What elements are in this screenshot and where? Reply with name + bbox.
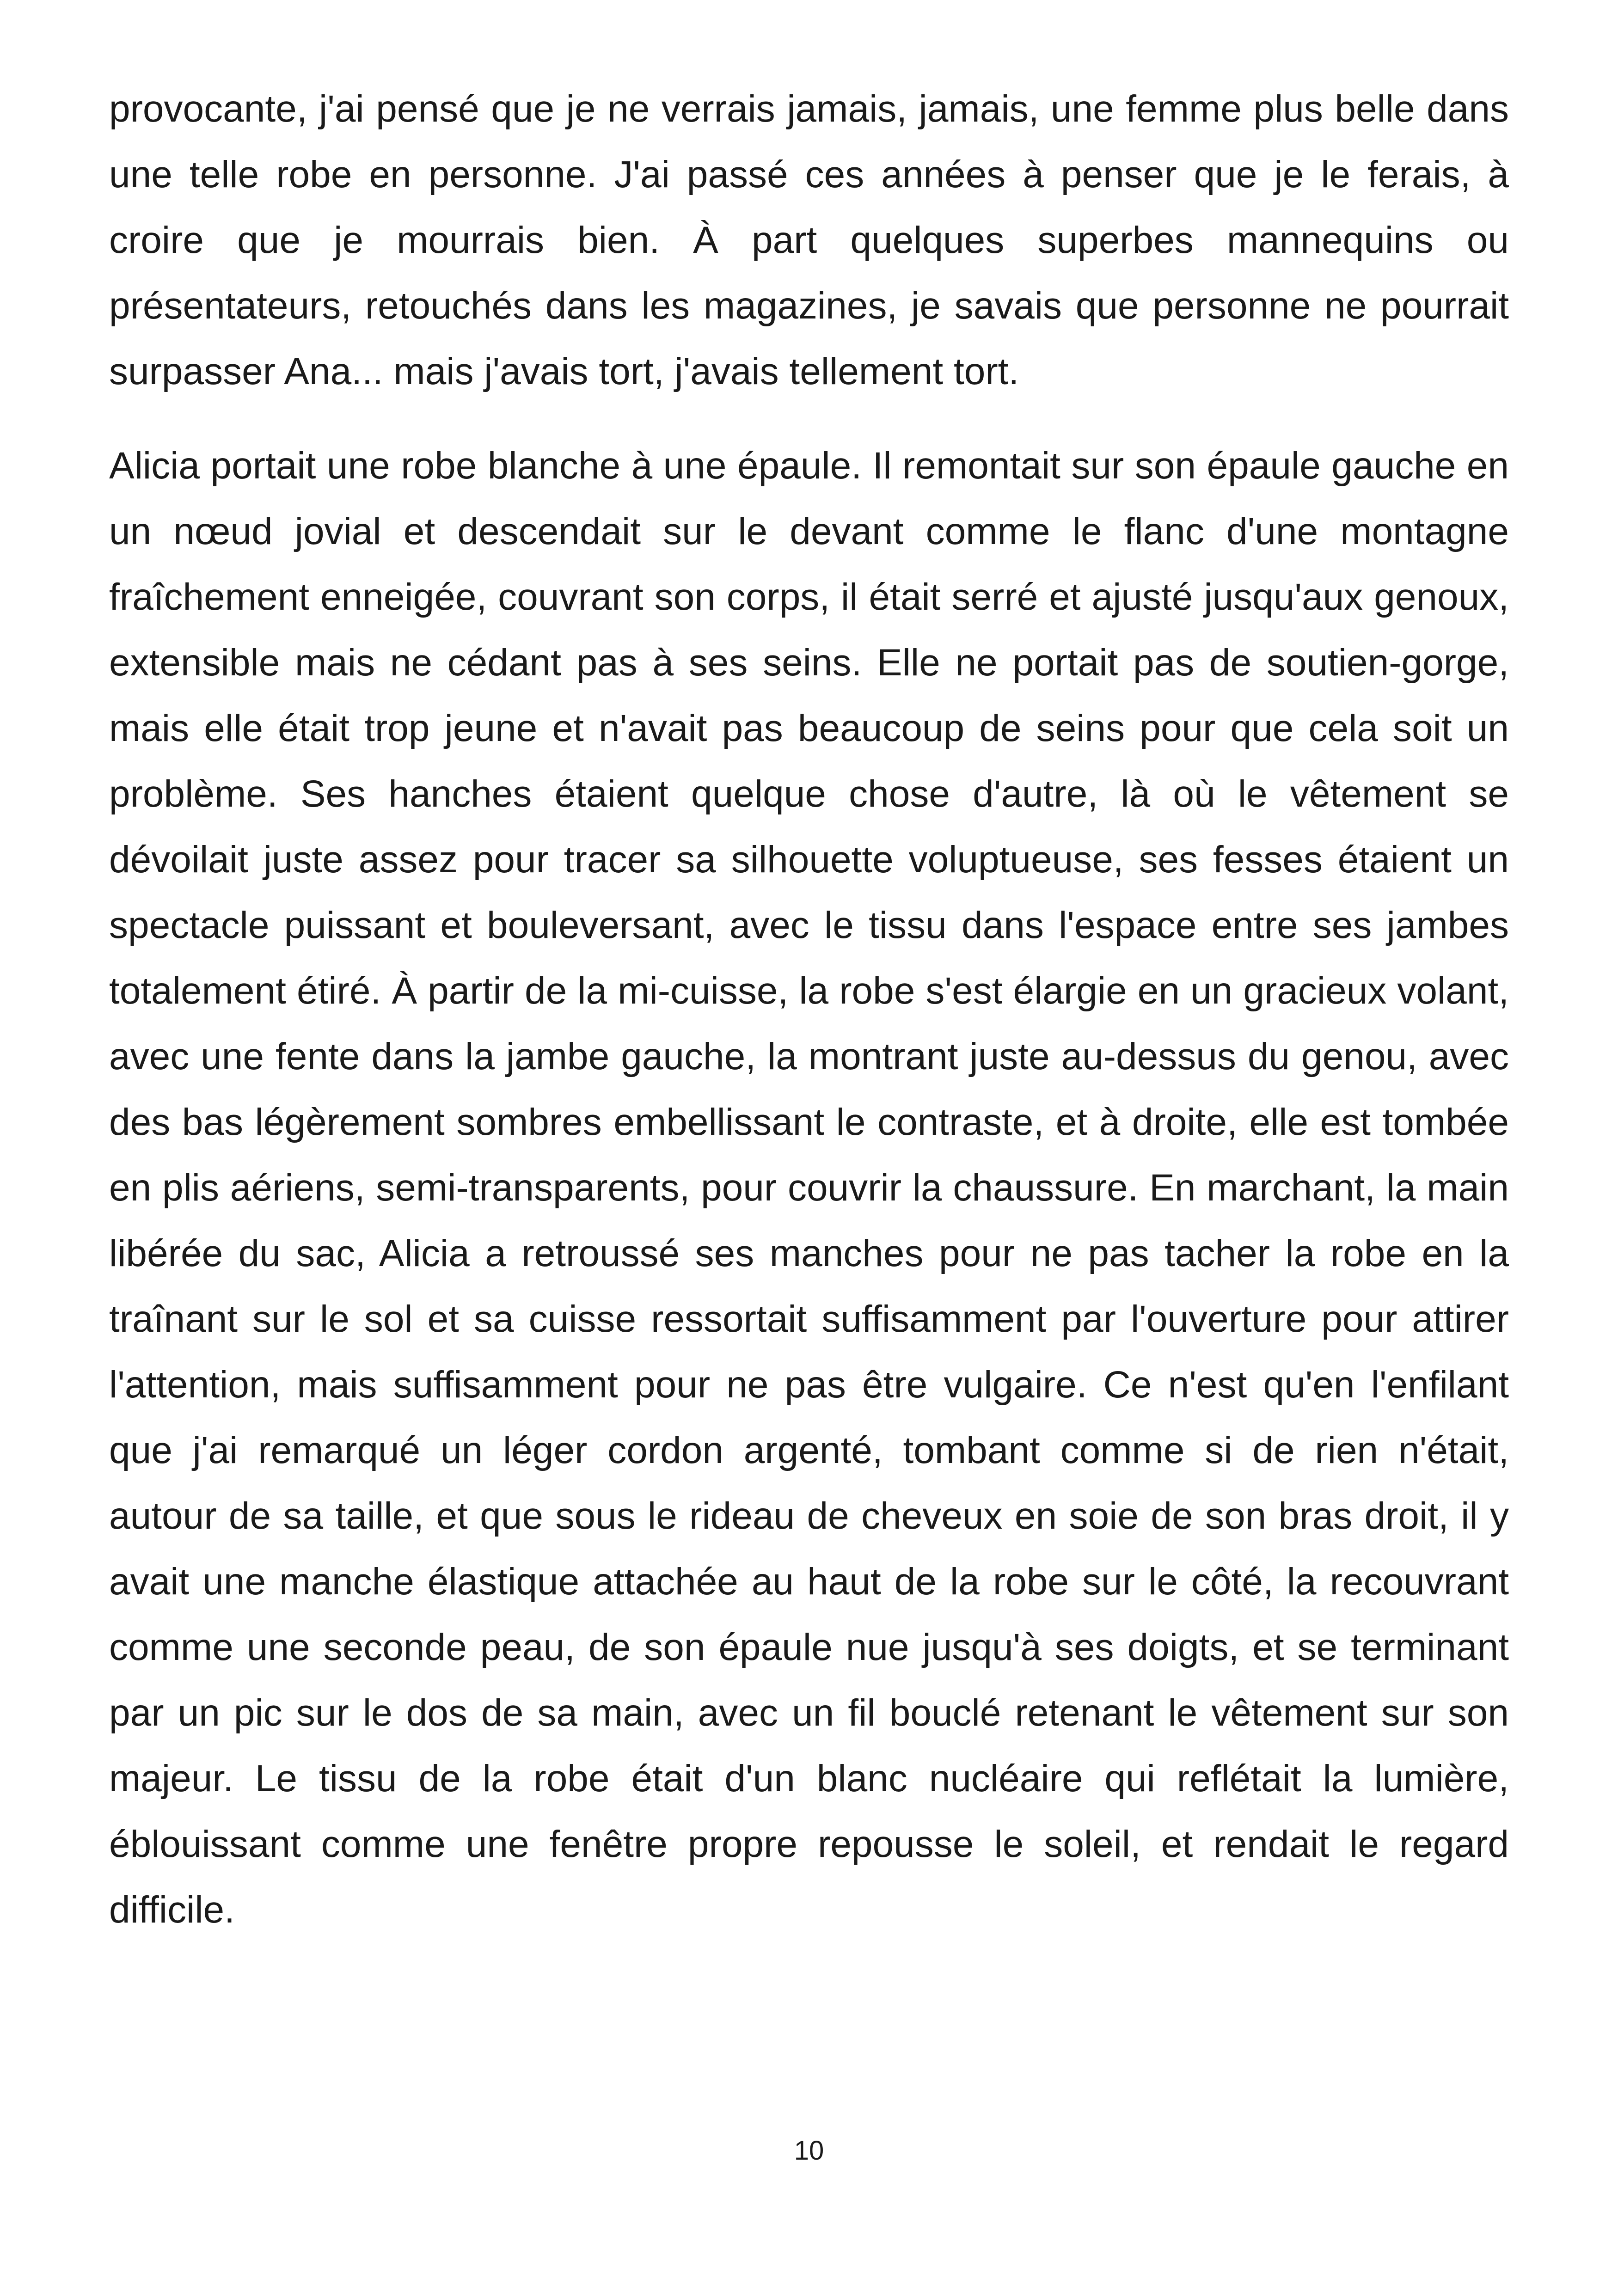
body-text	[109, 76, 1509, 1943]
paragraph-2: Alicia portait une robe blanche à une épaule. Il remontait sur son épaule gauche en un nœud jovial et descendait sur le devant comme le flanc d'une montagne fraîchement enneigée, couvrant son corps, il était serré et ajusté jusqu'aux genoux, extensible mais ne cédant pas à ses seins. Elle ne portait pas de soutien-gorge, mais elle était trop jeune et n'avait pas beaucoup de seins pour que cela soit un problème. Ses hanches étaient quelque chose d'autre, là où le vêtement se dévoilait juste assez pour tracer sa silhouette voluptueuse, ses fesses étaient un spectacle puissant et bouleversant, avec le tissu dans l'espace entre ses jambes totalement étiré. À partir de la mi-cuisse, la robe s'est élargie en un gracieux volant, avec une fente dans la jambe gauche, la montrant juste au-dessus du genou, avec des bas légèrement sombres embellissant le contraste, et à droite, elle est tombée en plis aériens, semi-transparents, pour couvrir la chaussure. En marchant, la main libérée du sac, Alicia a retroussé ses manches pour ne pas tacher la robe en la traînant sur le sol et sa cuisse ressortait suffisamment par l'ouverture pour attirer l'attention, mais suffisamment pour ne pas être vulgaire. Ce n'est qu'en l'enfilant que j'ai remarqué un léger cordon argenté, tombant comme si de rien n'était, autour de sa taille, et que sous le rideau de cheveux en soie de son bras droit, il y avait une manche élastique attachée au haut de la robe sur le côté, la recouvrant comme une seconde peau, de son épaule nue jusqu'à ses doigts, et se terminant par un pic sur le dos de sa main, avec un fil bouclé retenant le vêtement sur son majeur. Le tissu de la robe était d'un blanc nucléaire qui reflétait la lumière, éblouissant comme une fenêtre propre repousse le soleil, et rendait le regard difficile.	[109, 445, 1509, 1931]
paragraph-1: provocante, j'ai pensé que je ne verrais jamais, jamais, une femme plus belle dans une telle robe en personne. J'ai passé ces années à penser que je le ferais, à croire que je mourrais bien. À part quelques superbes mannequins ou présentateurs, retouchés dans les magazines, je savais que personne ne pourrait surpasser Ana... mais j'avais tort, j'avais tellement tort.	[109, 88, 1509, 392]
page-number: 10	[794, 2136, 824, 2166]
